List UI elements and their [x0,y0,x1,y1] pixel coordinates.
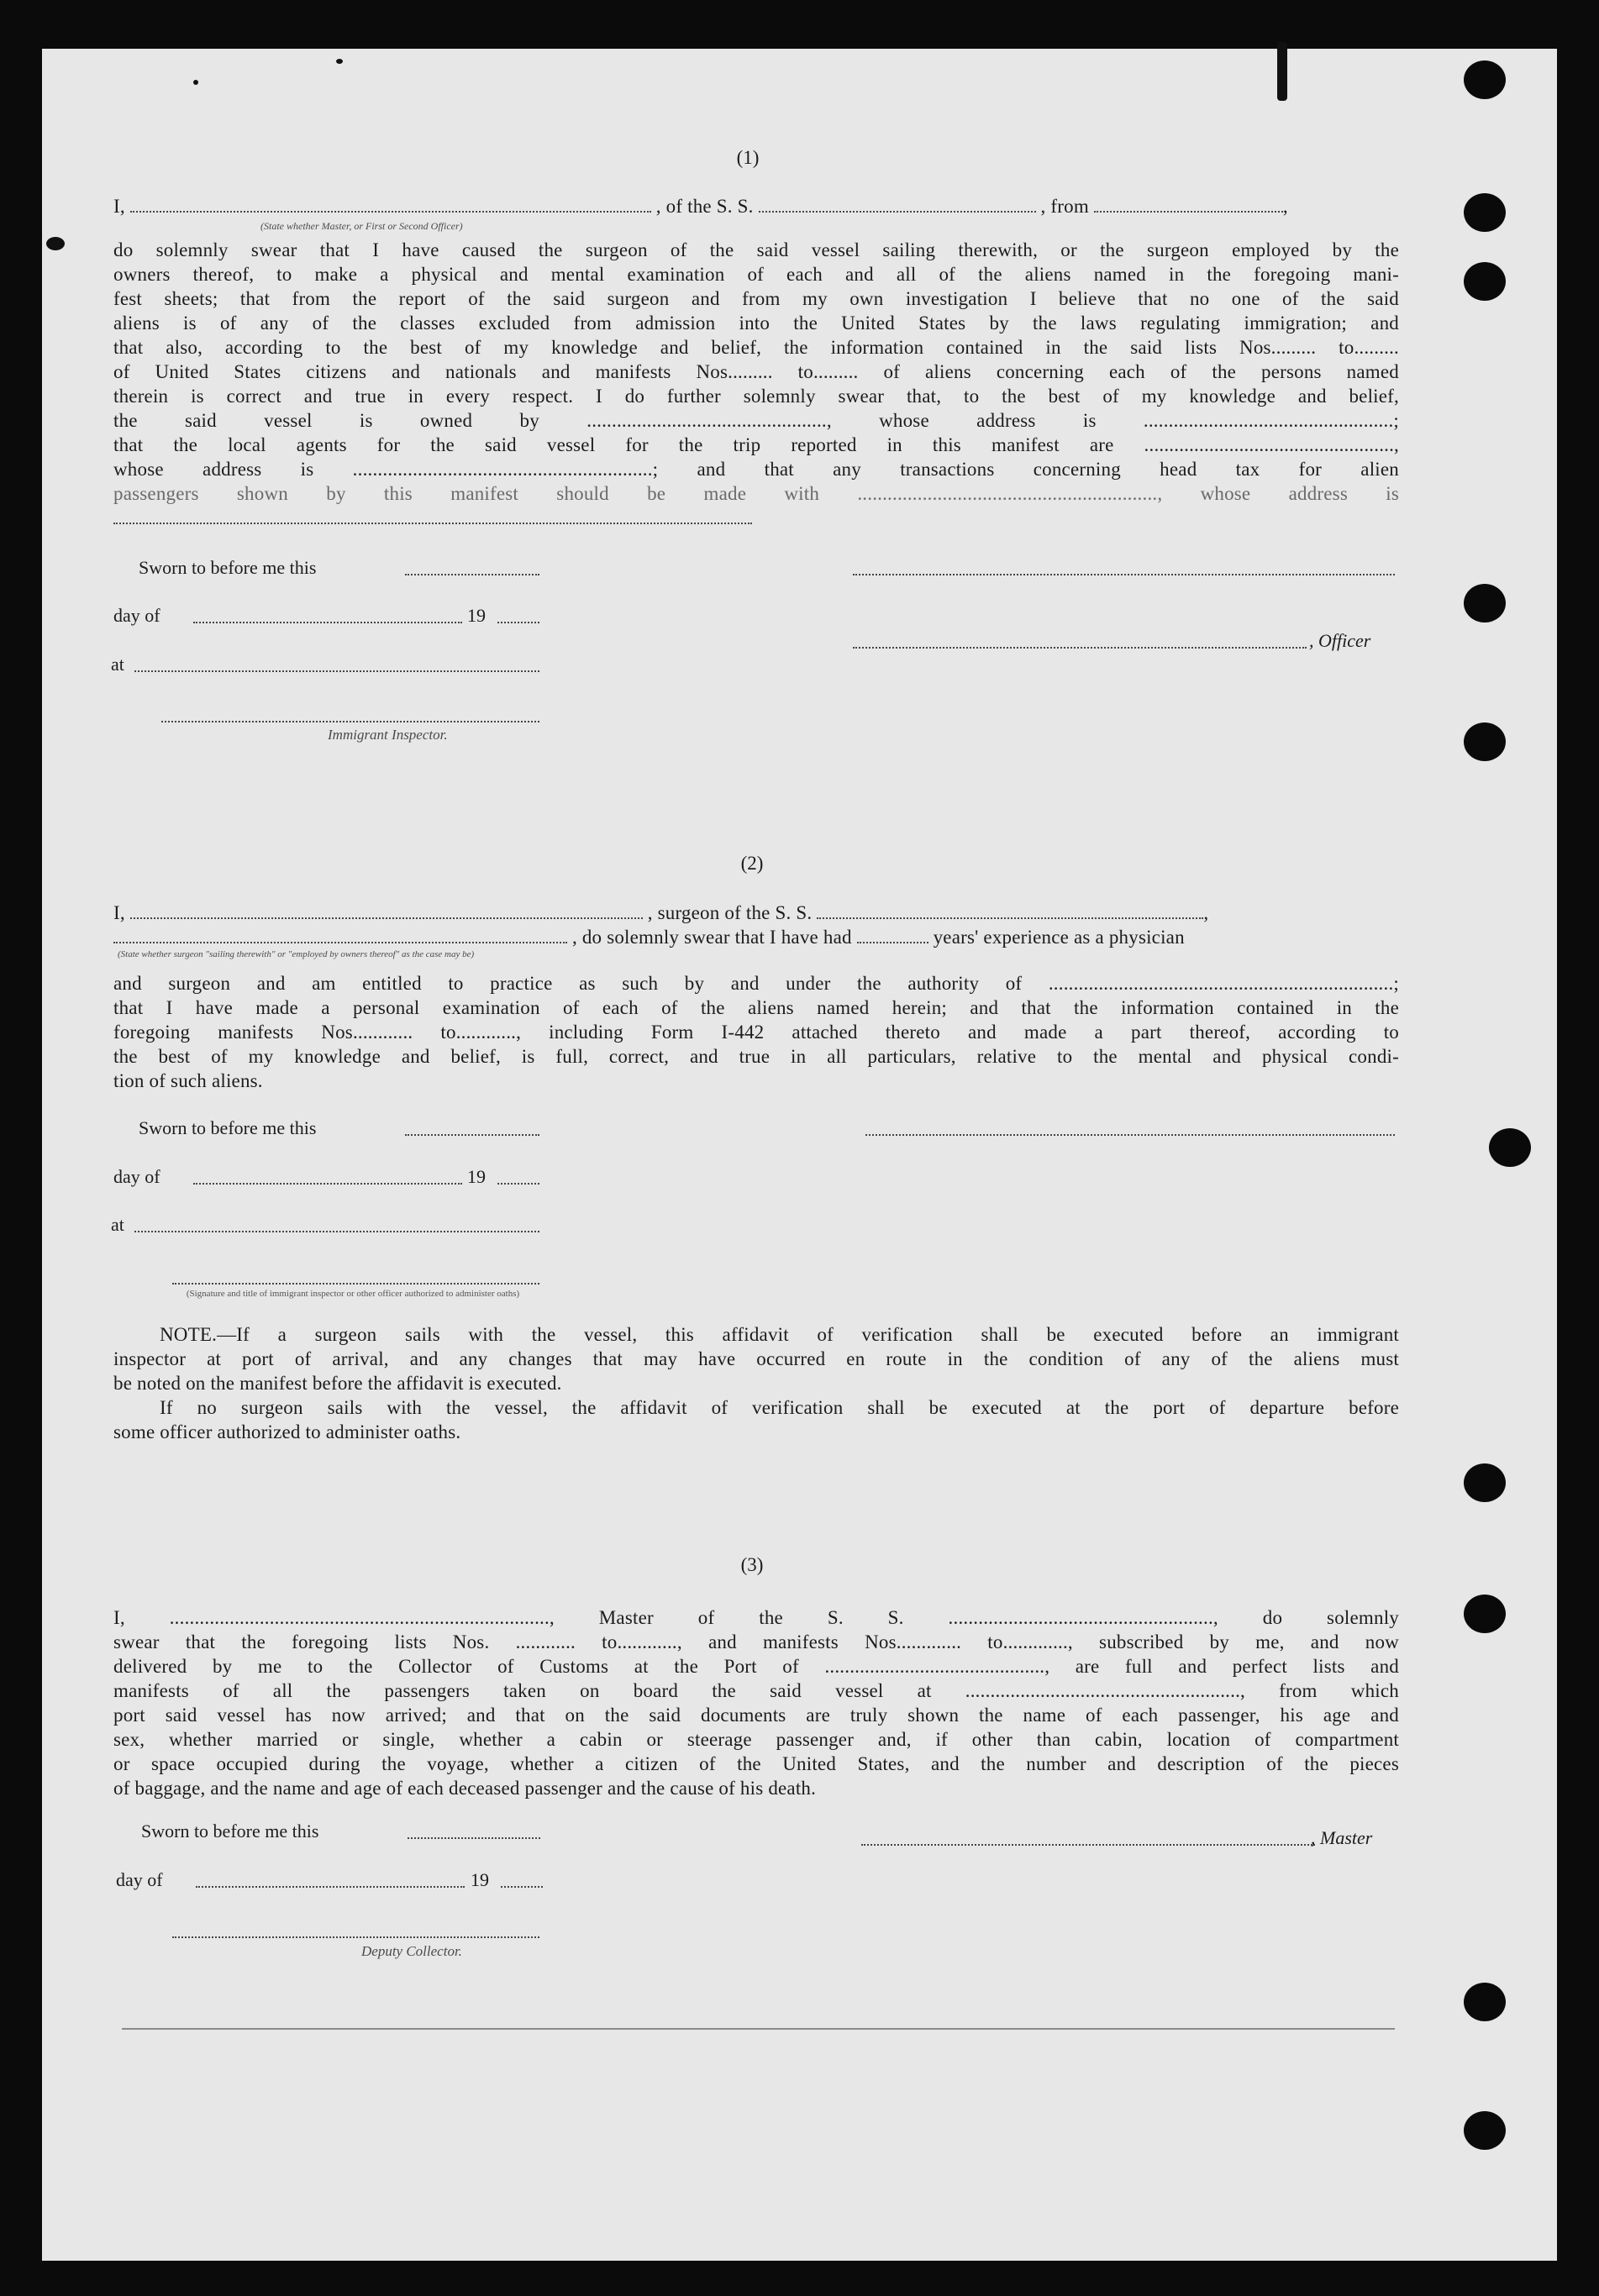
section-1-from: , from [1040,196,1089,217]
section-3-line: manifests of all the passengers taken on board the said vessel at ......................................................., from which [113,1680,1399,1701]
section-1-address-line [113,523,752,524]
section-3-sworn-blank [408,1837,540,1839]
section-3-number: (3) [740,1554,764,1575]
section-1-year-label: 19 [467,605,486,626]
section-2-year-blank [497,1183,539,1185]
binder-hole-5 [1464,722,1506,761]
section-2-year-label: 19 [467,1166,486,1187]
section-2-number: (2) [740,853,764,874]
section-3-day-blank [196,1886,465,1888]
section-1-at-blank [134,670,539,672]
section-3-line: or space occupied during the voyage, whether a citizen of the United States, and the number and description of the pieces [113,1753,1399,1774]
section-1-inspector-signature [161,721,539,722]
section-2-at-blank [134,1231,539,1232]
section-1-line: aliens is of any of the classes excluded from admission into the United States by the laws regulating immigration; and [113,313,1399,334]
section-3-collector-signature [172,1936,539,1938]
section-3-year-blank [501,1886,543,1888]
section-1-line: whose address is ............................................................; and that any transactions concerning head tax for alien [113,459,1399,480]
section-3-line: swear that the foregoing lists Nos. ............ to............, and manifests Nos............. to............., subscribed by me, and now [113,1631,1399,1652]
section-1-line: passengers shown by this manifest should be made with ............................................................, whose address is [113,483,1399,504]
ink-speck [336,59,343,64]
section-3-year-label: 19 [471,1869,489,1890]
section-3-line: port said vessel has now arrived; and that on the said documents are truly shown the name of each passenger, his age and [113,1705,1399,1726]
section-1-sworn-label: Sworn to before me this [139,557,317,578]
section-3-collector-label: Deputy Collector. [361,1943,462,1959]
section-2-type-note: (State whether surgeon "sailing therewith" or "employed by owners thereof" as the case may be) [118,949,475,959]
binder-hole-7 [1464,1463,1506,1502]
section-3-master-signature [861,1844,1315,1846]
section-1-day-blank [193,622,462,623]
section-1-officer-signature-top [853,574,1395,575]
section-3-day-label: day of [116,1869,163,1890]
section-2-years: years' experience as a physician [933,927,1185,948]
section-1-line: do solemnly swear that I have caused the surgeon of the said vessel sailing therewith, or the surgeon employed by the [113,239,1399,260]
section-2-signature-note: (Signature and title of immigrant inspector or other officer authorized to administer oaths) [186,1289,520,1299]
section-1-line: of United States citizens and nationals and manifests Nos......... to......... of aliens concerning each of the persons named [113,361,1399,382]
section-1-line: fest sheets; that from the report of the said surgeon and from my own investigation I believe that no one of the said [113,288,1399,309]
section-2-opening-line: I, , surgeon of the S. S. , [113,902,1209,923]
section-1-officer-signature [853,647,1307,649]
section-3-line: sex, whether married or single, whether a cabin or steerage passenger and, if other than cabin, location of compartment [113,1729,1399,1750]
binder-hole-6 [1489,1128,1531,1167]
section-1-opening-line: I, , of the S. S. , from , [113,196,1288,217]
section-3-master-label: , Master [1311,1827,1373,1848]
section-3-line: I, ............................................................................, Master of the S. S. ....................................................., do solemnly [113,1607,1399,1628]
section-2-at-label: at [111,1214,124,1235]
section-2-note-line: some officer authorized to administer oaths. [113,1421,461,1442]
section-2-note-line: be noted on the manifest before the affidavit is executed. [113,1373,562,1394]
binder-hole-2 [1464,193,1506,232]
section-1-line: that the local agents for the said vessel for the trip reported in this manifest are .................................................., [113,434,1399,455]
section-1-line: that also, according to the best of my knowledge and belief, the information contained in the said lists Nos......... to......... [113,337,1399,358]
binder-hole-10 [1464,2111,1506,2150]
section-3-line: of baggage, and the name and age of each deceased passenger and the cause of his death. [113,1778,817,1799]
section-2-swear: , do solemnly swear that I have had [571,927,852,948]
section-2-note-line: If no surgeon sails with the vessel, the affidavit of verification shall be executed at the port of departure before [160,1397,1399,1418]
section-1-year-blank [497,622,539,623]
section-2-line: foregoing manifests Nos............ to............, including Form I-442 attached thereto and made a part thereof, according to [113,1022,1399,1043]
section-2-sworn-blank [405,1134,539,1136]
section-1-inspector-label: Immigrant Inspector. [328,727,448,743]
binder-hole-4 [1464,584,1506,623]
section-2-line: the best of my knowledge and belief, is full, correct, and true in all particulars, relative to the mental and physical condi- [113,1046,1399,1067]
section-1-line: therein is correct and true in every respect. I do further solemnly swear that, to the best of my knowledge and belief, [113,386,1399,407]
section-2-day-blank [193,1183,462,1185]
section-2-line: that I have made a personal examination of each of the aliens named herein; and that the information contained in the [113,997,1399,1018]
binder-hole-9 [1464,1983,1506,2021]
ink-speck [1277,42,1287,101]
section-2-intro: I, [113,902,125,923]
section-1-day-label: day of [113,605,160,626]
ink-speck [46,237,65,250]
section-1-sworn-blank [405,574,539,575]
binder-hole-3 [1464,262,1506,301]
section-1-line: owners thereof, to make a physical and mental examination of each and all of the aliens named in the foregoing mani- [113,264,1399,285]
section-1-line: the said vessel is owned by ................................................, whose address is ..................................................; [113,410,1399,431]
binder-hole-8 [1464,1595,1506,1633]
section-2-line: and surgeon and am entitled to practice as such by and under the authority of .....................................................................; [113,973,1399,994]
section-2-officer-signature [172,1283,539,1285]
bottom-rule [122,2028,1395,2030]
section-1-intro: I, [113,196,125,217]
section-2-sworn-label: Sworn to before me this [139,1117,317,1138]
section-1-number: (1) [736,147,760,168]
section-1-of-ss: , of the S. S. [655,196,754,217]
section-1-at-label: at [111,654,124,675]
section-1-officer-label: , Officer [1309,630,1371,651]
section-3-line: delivered by me to the Collector of Customs at the Port of ............................................, are full and perfect lists and [113,1656,1399,1677]
section-2-note-line: NOTE.—If a surgeon sails with the vessel, this affidavit of verification shall be executed before an immigrant [160,1324,1399,1345]
ink-speck [193,80,198,85]
section-2-note-line: inspector at port of arrival, and any changes that may have occurred en route in the condition of any of the aliens must [113,1348,1399,1369]
section-2-swear-line [113,926,1399,949]
section-3-sworn-label: Sworn to before me this [141,1821,319,1842]
section-2-line: tion of such aliens. [113,1070,263,1091]
section-2-surgeon-signature [865,1134,1395,1136]
binder-hole-1 [1464,60,1506,99]
section-2-surgeon-of: , surgeon of the S. S. [647,902,813,923]
section-1-rank-note: (State whether Master, or First or Second Officer) [260,220,463,232]
section-2-day-label: day of [113,1166,160,1187]
